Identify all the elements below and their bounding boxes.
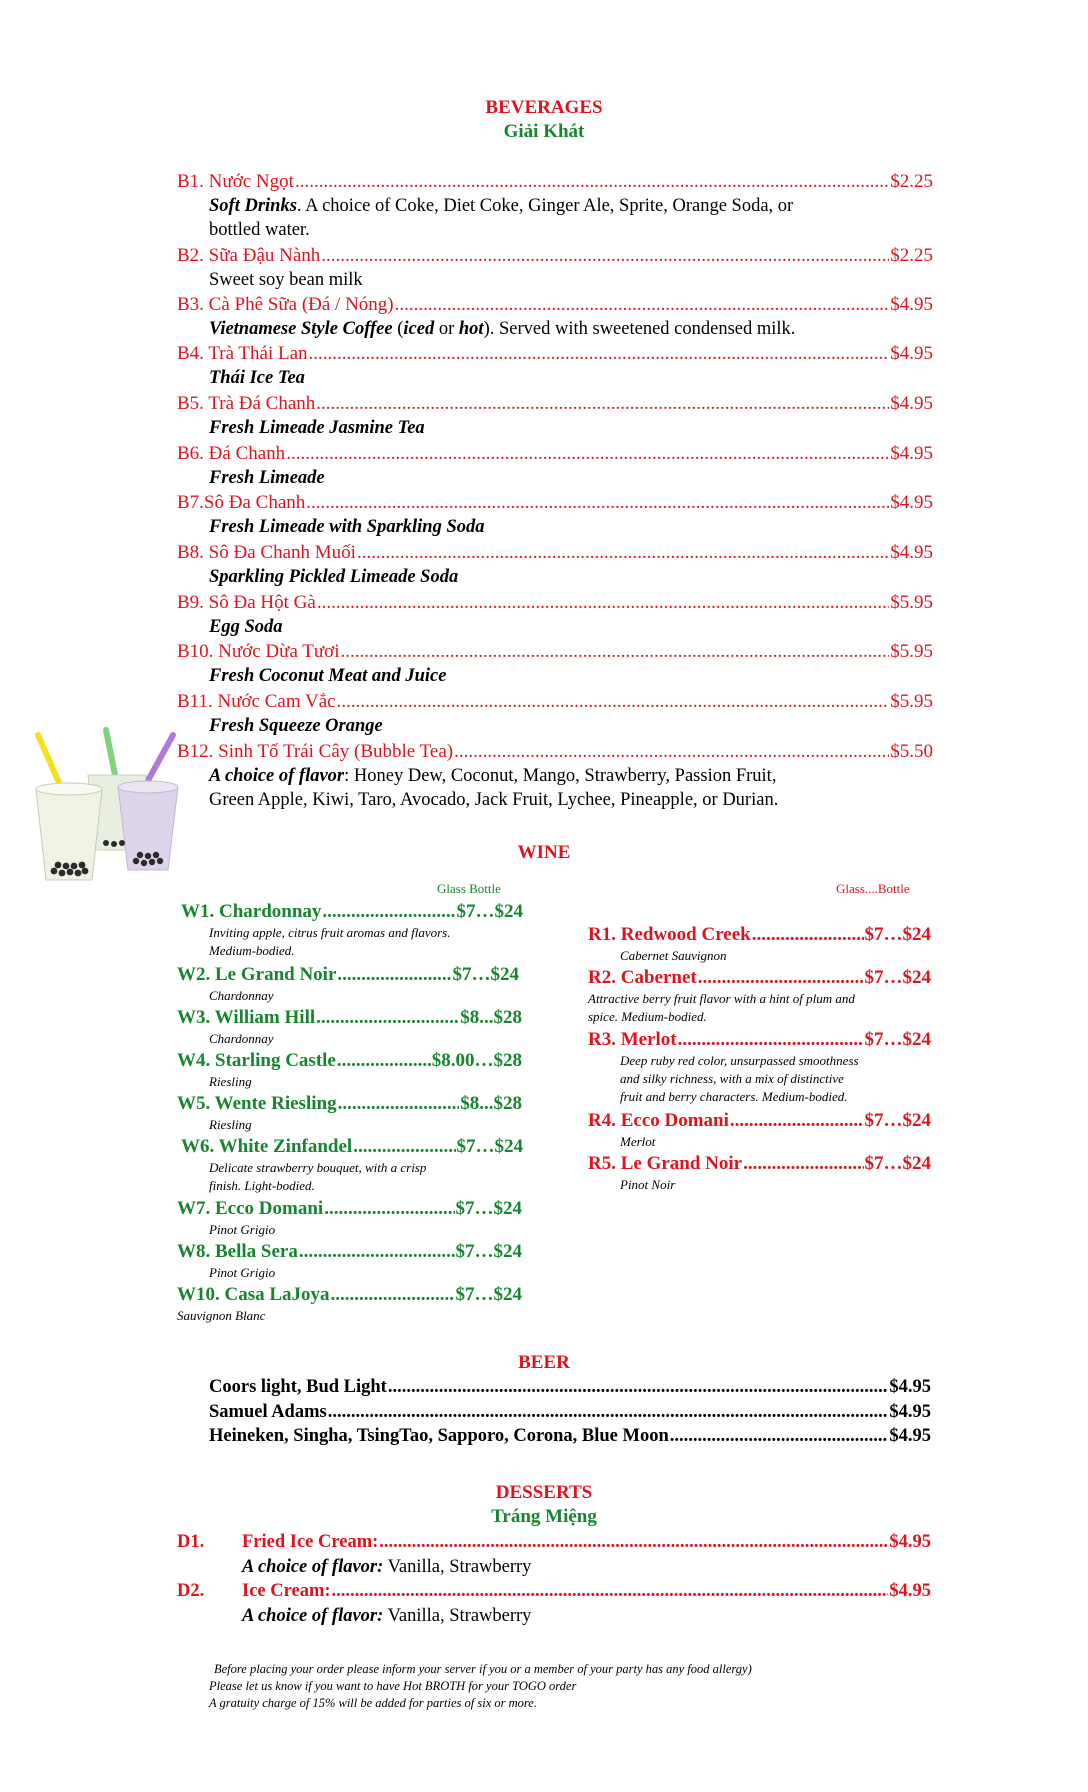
desserts-subtitle: Tráng Miệng (491, 1506, 597, 1527)
item-price: $4.95 (890, 492, 933, 513)
item-description: A choice of flavor: Honey Dew, Coconut, Mango, Strawberry, Passion Fruit, (209, 766, 777, 786)
item-price: $5.50 (890, 741, 933, 762)
menu-item (177, 245, 933, 267)
wine-description: and silky richness, with a mix of distinctive (620, 1071, 844, 1086)
menu-item (177, 741, 933, 763)
dessert-code: D2. (177, 1581, 205, 1601)
item-description: Green Apple, Kiwi, Taro, Avocado, Jack Fruit, Lychee, Pineapple, or Durian. (209, 790, 779, 810)
allergy-notice: Before placing your order please inform your server if you or a member of your party has any food allergy) (214, 1662, 752, 1676)
wine-item: W4. Starling Castle ..... $8.00…$28 (177, 1050, 522, 1072)
wine-item: R1. Redwood Creek ..... $7…$24 (588, 924, 931, 946)
dessert-item: Fried Ice Cream: ..... $4.95 (242, 1532, 931, 1553)
wine-item: W6. White Zinfandel ..... $7…$24 (181, 1136, 523, 1158)
white-wine-column-header: Glass Bottle (437, 881, 501, 896)
item-name: B2. Sữa Đậu Nành (177, 245, 321, 266)
menu-item (177, 542, 933, 564)
item-price: $4.95 (890, 393, 933, 414)
desserts-title: DESSERTS (495, 1482, 593, 1503)
item-price: $2.25 (890, 171, 933, 192)
item-price: $4.95 (890, 542, 933, 563)
item-name: B10. Nước Dừa Tươi (177, 641, 340, 662)
wine-item: W5. Wente Riesling ..... $8...$28 (177, 1093, 522, 1115)
item-price: $5.95 (890, 641, 933, 662)
gratuity-notice: A gratuity charge of 15% will be added for parties of six or more. (209, 1696, 537, 1710)
wine-description: Medium-bodied. (209, 943, 295, 958)
item-description: Fresh Limeade Jasmine Tea (209, 418, 425, 438)
item-description: Egg Soda (209, 617, 283, 637)
wine-description: Riesling (209, 1074, 252, 1089)
menu-item (177, 641, 933, 663)
wine-item: R2. Cabernet ..... $7…$24 (588, 967, 931, 989)
wine-description: Attractive berry fruit flavor with a hint of plum and (588, 991, 855, 1006)
item-name: B4. Trà Thái Lan (177, 343, 308, 364)
item-name: B7.Sô Đa Chanh (177, 492, 306, 513)
wine-item: W1. Chardonnay ..... $7…$24 (181, 901, 523, 923)
item-description: Fresh Coconut Meat and Juice (209, 666, 447, 686)
item-description: Sparkling Pickled Limeade Soda (209, 567, 459, 587)
item-name: B1. Nước Ngọt (177, 171, 294, 192)
wine-description: Deep ruby red color, unsurpassed smoothness (620, 1053, 859, 1068)
menu-item (177, 492, 933, 514)
wine-item: W10. Casa LaJoya ..... $7…$24 (177, 1284, 522, 1306)
item-name: B9. Sô Đa Hột Gà (177, 592, 316, 613)
item-description: Fresh Limeade (209, 468, 325, 488)
item-name: B11. Nước Cam Vắc (177, 691, 336, 712)
menu-item (177, 443, 933, 465)
beer-title: BEER (518, 1352, 570, 1373)
item-description: Fresh Limeade with Sparkling Soda (209, 517, 485, 537)
item-name: B6. Đá Chanh (177, 443, 286, 464)
item-description: Soft Drinks. A choice of Coke, Diet Coke, Ginger Ale, Sprite, Orange Soda, or (209, 196, 794, 216)
menu-item (177, 691, 933, 713)
menu-item (177, 592, 933, 614)
item-price: $4.95 (890, 343, 933, 364)
wine-item: R3. Merlot ..... $7…$24 (588, 1029, 931, 1051)
wine-title: WINE (517, 842, 571, 863)
wine-item: W8. Bella Sera ..... $7…$24 (177, 1241, 522, 1263)
wine-description: Merlot (620, 1134, 656, 1149)
wine-description: Riesling (209, 1117, 252, 1132)
item-description: Vietnamese Style Coffee (iced or hot). Served with sweetened condensed milk. (209, 319, 796, 339)
item-price: $2.25 (890, 245, 933, 266)
beer-item: Heineken, Singha, TsingTao, Sapporo, Corona, Blue Moon ..... $4.95 (209, 1426, 931, 1447)
wine-item: R5. Le Grand Noir ..... $7…$24 (588, 1153, 931, 1175)
menu-item (177, 171, 933, 193)
wine-description: Pinot Grigio (209, 1222, 276, 1237)
menu-item (177, 294, 933, 316)
beer-item: Coors light, Bud Light ..... $4.95 (209, 1377, 931, 1398)
wine-description: Inviting apple, citrus fruit aromas and flavors. (209, 925, 451, 940)
wine-description: Sauvignon Blanc (177, 1308, 266, 1323)
wine-item: R4. Ecco Domani ..... $7…$24 (588, 1110, 931, 1132)
item-description: Thái Ice Tea (209, 368, 305, 388)
beverages-title: BEVERAGES (485, 97, 603, 118)
wine-item: W3. William Hill ..... $8...$28 (177, 1007, 522, 1029)
red-wine-column-header: Glass....Bottle (836, 881, 910, 896)
dessert-code: D1. (177, 1532, 205, 1552)
item-name: B12. Sinh Tố Trái Cây (Bubble Tea) (177, 741, 454, 762)
wine-description: Chardonnay (209, 988, 274, 1003)
menu-item (177, 343, 933, 365)
wine-description: Pinot Noir (620, 1177, 676, 1192)
item-name: B3. Cà Phê Sữa (Đá / Nóng) (177, 294, 394, 315)
wine-description: Chardonnay (209, 1031, 274, 1046)
beverages-subtitle: Giải Khát (503, 121, 585, 142)
wine-description: Delicate strawberry bouquet, with a crisp (209, 1160, 427, 1175)
dessert-description: A choice of flavor: Vanilla, Strawberry (242, 1557, 532, 1577)
item-name: B8. Sô Đa Chanh Muối (177, 542, 356, 563)
item-description: bottled water. (209, 220, 310, 240)
item-price: $5.95 (890, 691, 933, 712)
wine-item: W2. Le Grand Noir ..... $7…$24 (177, 964, 519, 986)
dessert-description: A choice of flavor: Vanilla, Strawberry (242, 1606, 532, 1626)
item-description: Fresh Squeeze Orange (209, 716, 383, 736)
wine-description: finish. Light-bodied. (209, 1178, 315, 1193)
wine-description: spice. Medium-bodied. (588, 1009, 707, 1024)
dessert-item: Ice Cream: ..... $4.95 (242, 1581, 931, 1602)
wine-description: fruit and berry characters. Medium-bodied. (620, 1089, 848, 1104)
item-price: $4.95 (890, 294, 933, 315)
item-price: $5.95 (890, 592, 933, 613)
menu-item (177, 393, 933, 415)
broth-notice: Please let us know if you want to have Hot BROTH for your TOGO order (209, 1679, 577, 1693)
item-description: Sweet soy bean milk (209, 270, 363, 290)
item-name: B5. Trà Đá Chanh (177, 393, 316, 414)
wine-item: W7. Ecco Domani ..... $7…$24 (177, 1198, 522, 1220)
item-price: $4.95 (890, 443, 933, 464)
wine-description: Pinot Grigio (209, 1265, 276, 1280)
beer-item: Samuel Adams ..... $4.95 (209, 1402, 931, 1423)
wine-description: Cabernet Sauvignon (620, 948, 727, 963)
